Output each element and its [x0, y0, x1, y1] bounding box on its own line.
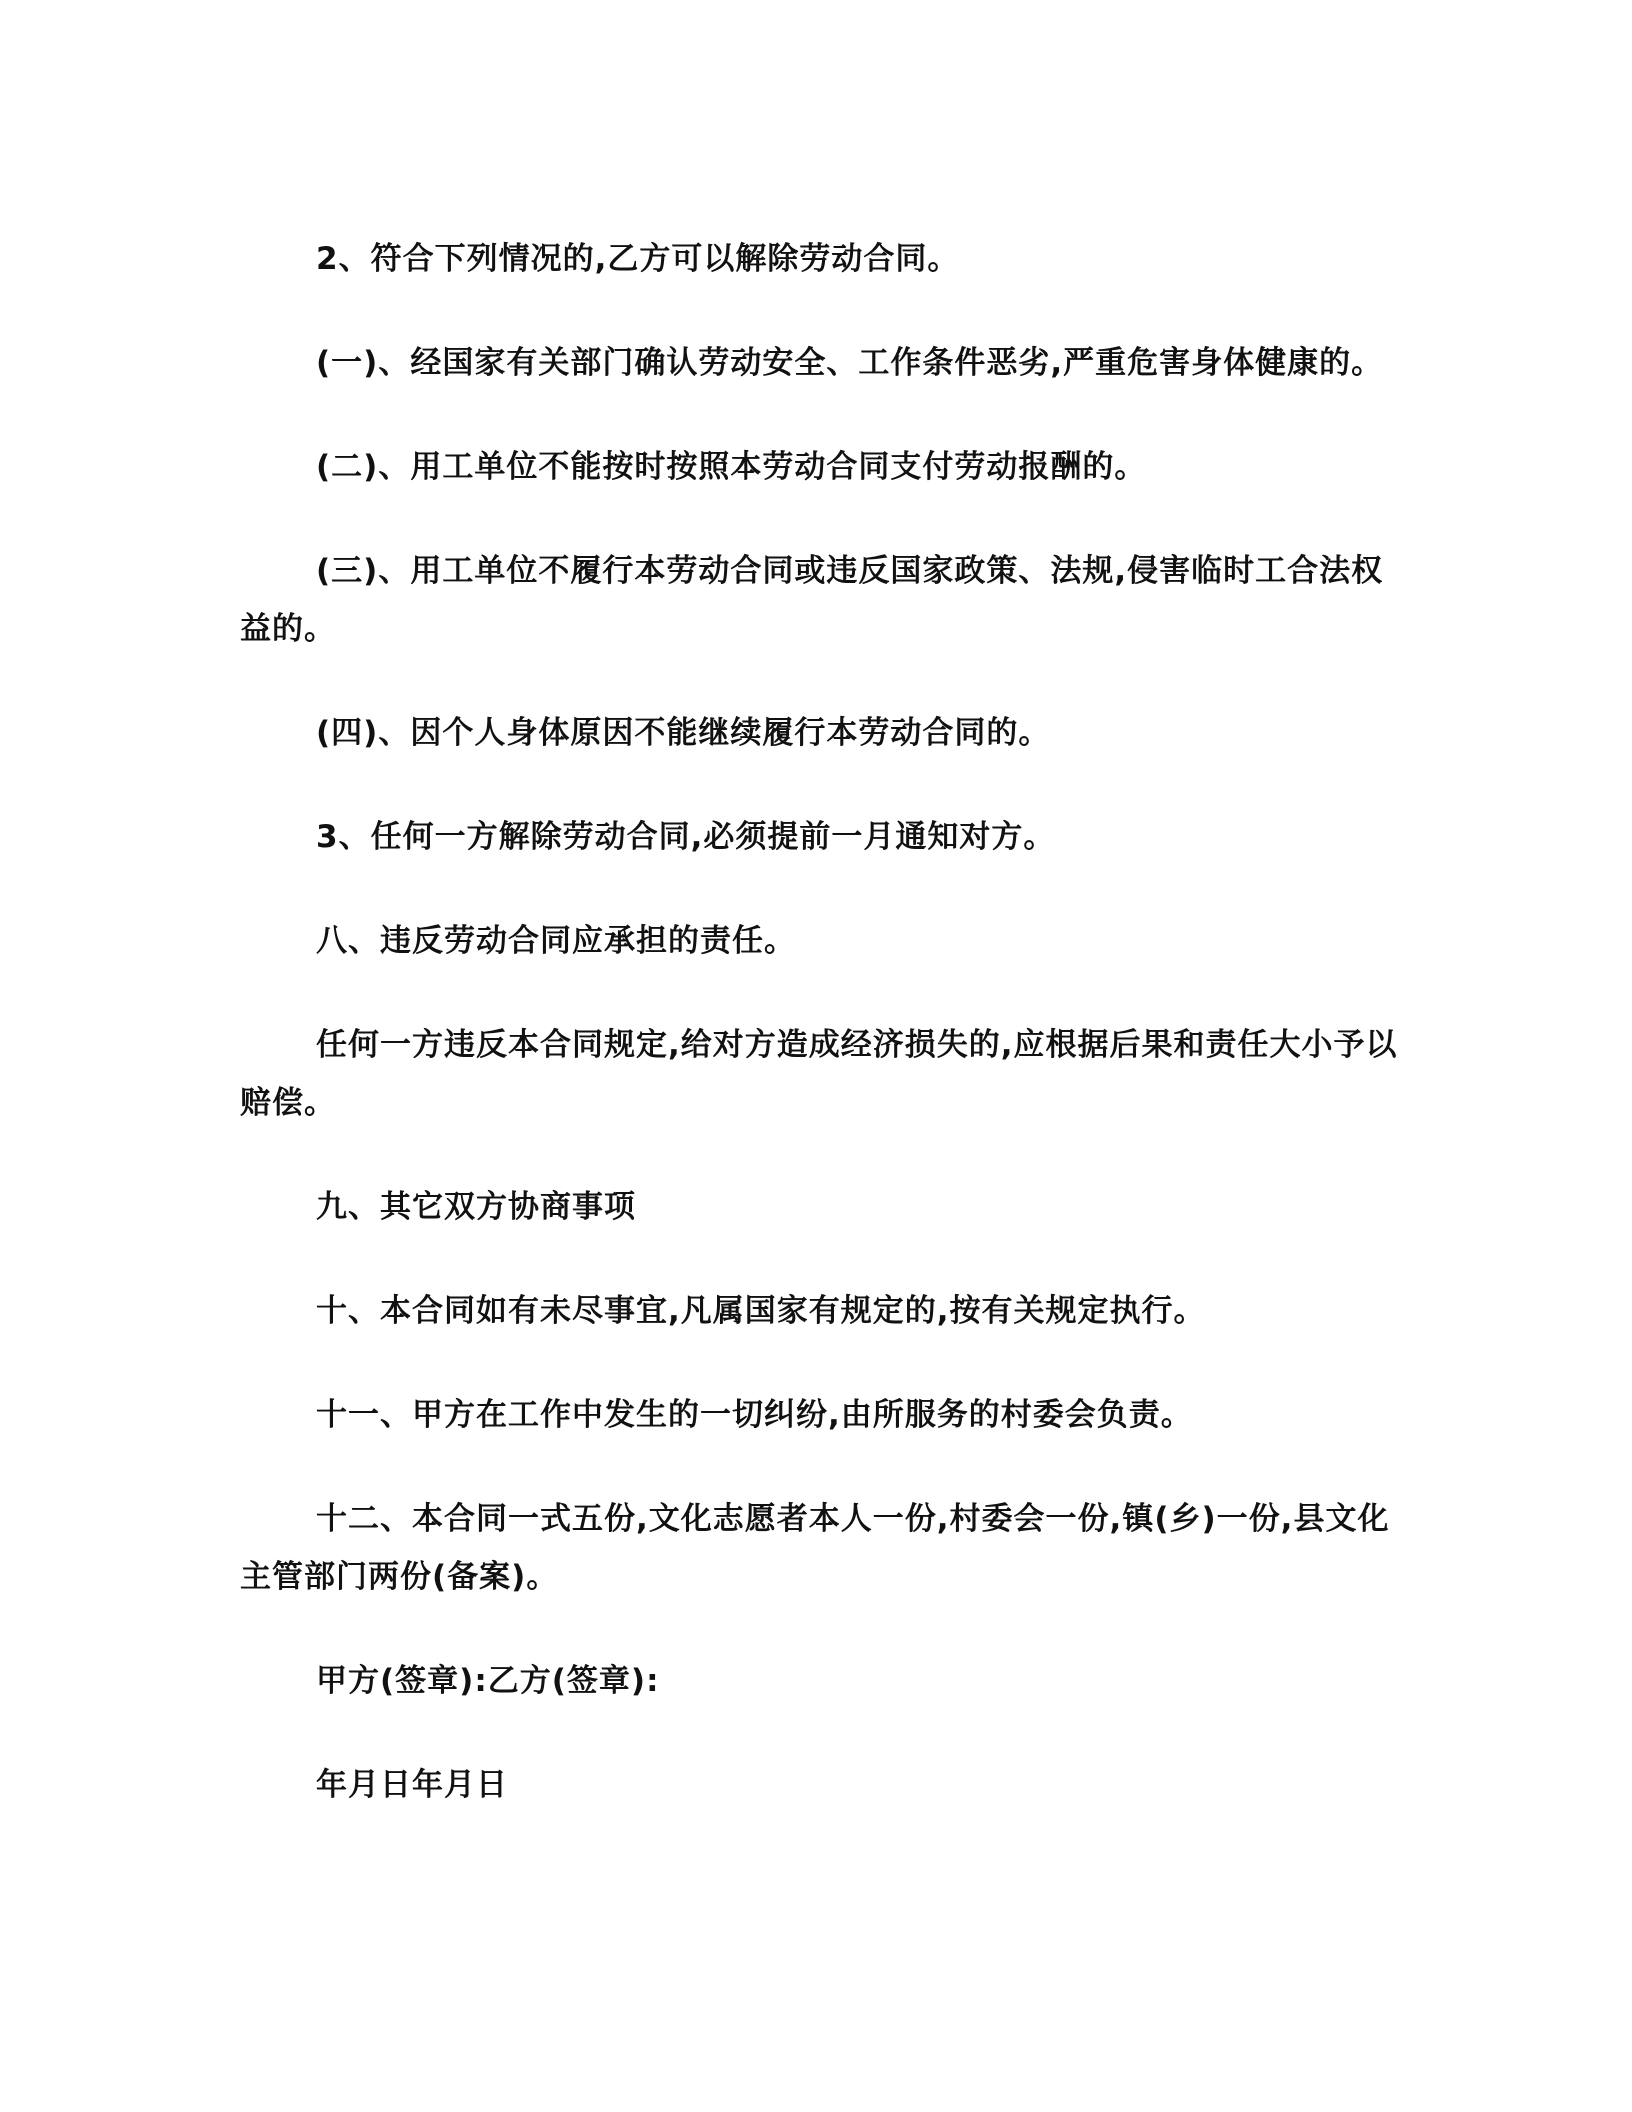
clause-2-item-1: (一)、经国家有关部门确认劳动安全、工作条件恶劣,严重危害身体健康的。 — [316, 345, 1384, 381]
date-line: 年月日年月日 — [316, 1767, 508, 1803]
clause-2-item-2: (二)、用工单位不能按时按照本劳动合同支付劳动报酬的。 — [316, 449, 1147, 485]
document-body — [240, 230, 1400, 1860]
clause-2-termination-conditions: 2、符合下列情况的,乙方可以解除劳动合同。 — [316, 241, 960, 277]
signature-line: 甲方(签章):乙方(签章): — [316, 1663, 660, 1699]
section-12: 十二、本合同一式五份,文化志愿者本人一份,村委会一份,镇(乡)一份,县文化主管部门两份(备案)。 — [240, 1501, 1390, 1595]
clause-2-item-3: (三)、用工单位不履行本劳动合同或违反国家政策、法规,侵害临时工合法权益的。 — [240, 553, 1384, 647]
section-11: 十一、甲方在工作中发生的一切纠纷,由所服务的村委会负责。 — [316, 1397, 1193, 1433]
section-9-heading: 九、其它双方协商事项 — [316, 1189, 636, 1225]
clause-2-item-4: (四)、因个人身体原因不能继续履行本劳动合同的。 — [316, 715, 1051, 751]
section-8-heading: 八、违反劳动合同应承担的责任。 — [316, 923, 796, 959]
section-10: 十、本合同如有未尽事宜,凡属国家有规定的,按有关规定执行。 — [316, 1293, 1206, 1329]
clause-3-notice: 3、任何一方解除劳动合同,必须提前一月通知对方。 — [316, 819, 1056, 855]
section-8-body: 任何一方违反本合同规定,给对方造成经济损失的,应根据后果和责任大小予以赔偿。 — [240, 1027, 1398, 1121]
